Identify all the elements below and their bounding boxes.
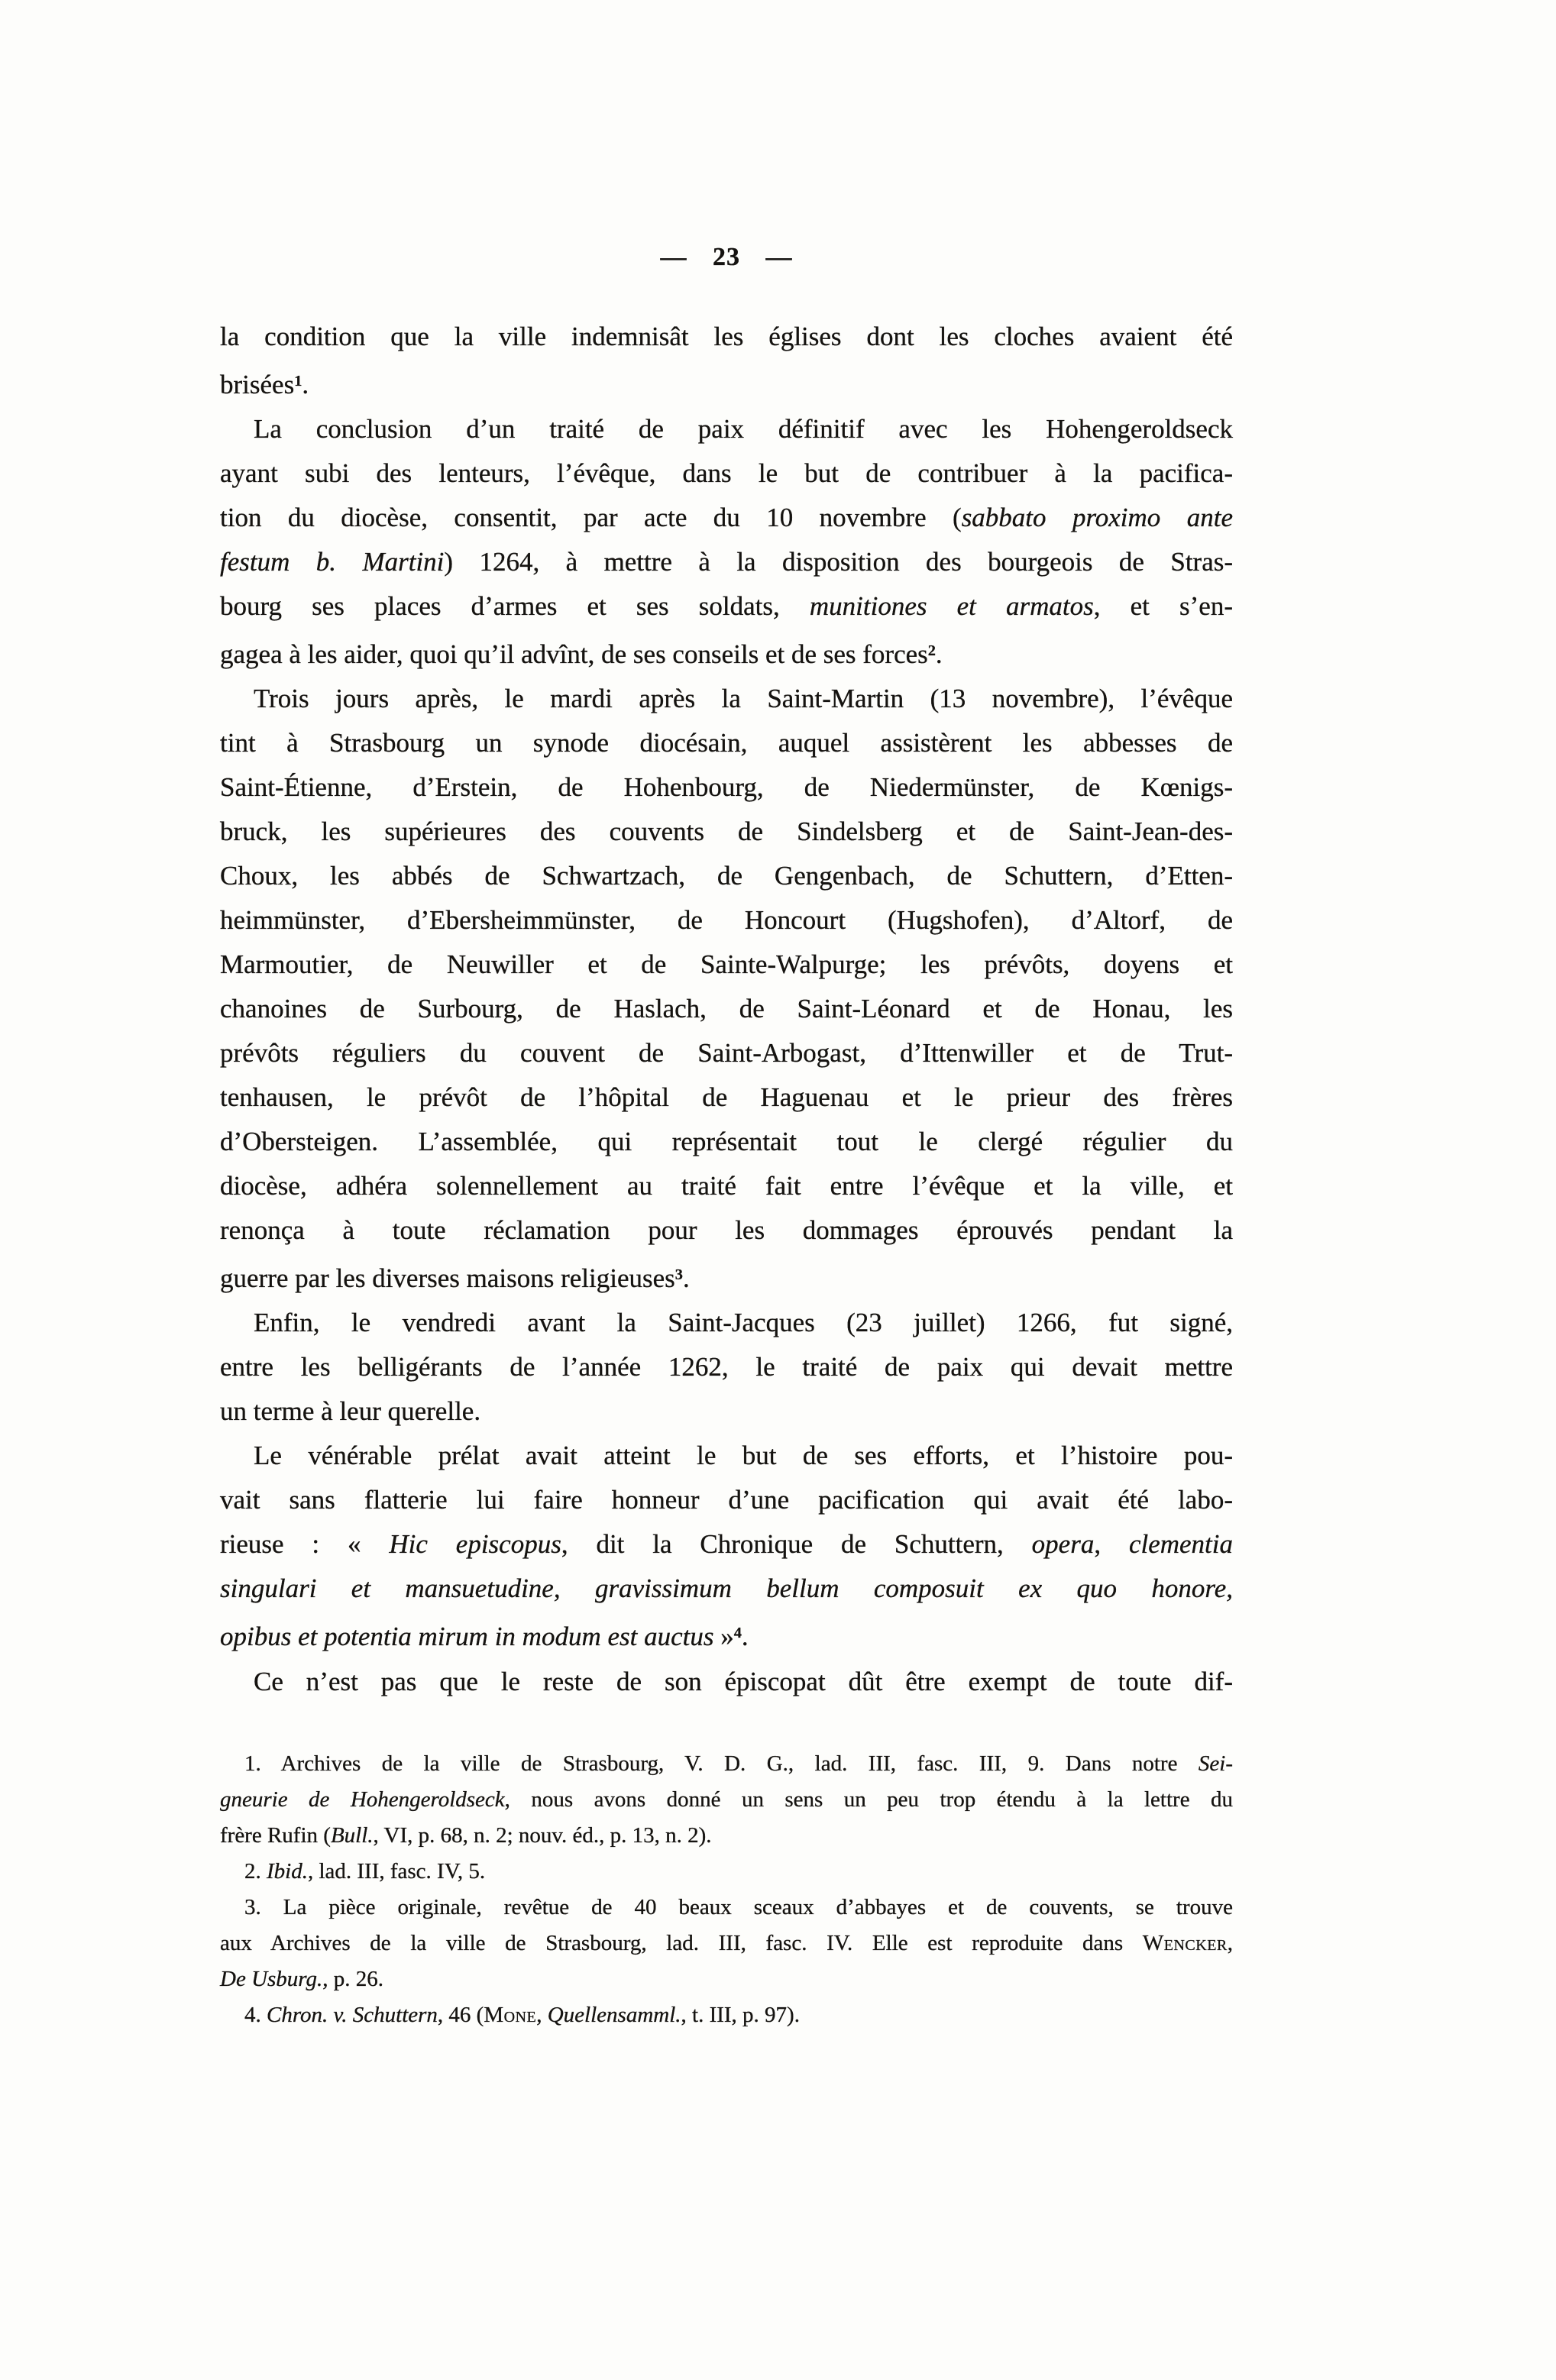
body-line bbox=[220, 1434, 1233, 1478]
text-segment: Choux, les abbés de Schwartzach, de Gengenbach, de Schuttern, d’Etten- bbox=[220, 861, 1233, 891]
body-line bbox=[220, 1522, 1233, 1567]
text-segment: opera bbox=[1031, 1529, 1095, 1560]
text-segment: 2. bbox=[244, 1859, 267, 1884]
body-line bbox=[220, 1567, 1233, 1611]
footnote-marker: 1 bbox=[294, 373, 302, 390]
body-line bbox=[220, 629, 1233, 677]
text-segment: , nous avons donné un sens un peu trop étendu à la lettre du bbox=[504, 1787, 1234, 1812]
text-segment: tion du diocèse, consentit, par acte du 10 novembre ( bbox=[220, 503, 962, 533]
text-segment: tint à Strasbourg un synode diocésain, auquel assistèrent les abbesses de bbox=[220, 728, 1233, 758]
text-segment: frère Rufin ( bbox=[220, 1823, 331, 1848]
text-segment: , bbox=[1227, 1931, 1233, 1955]
text-segment: entre les belligérants de l’année 1262, le traité de paix qui devait mettre bbox=[220, 1352, 1233, 1382]
text-segment: . bbox=[935, 639, 943, 670]
text-segment: Hic episcopus bbox=[389, 1529, 561, 1560]
body-line bbox=[220, 407, 1233, 451]
text-segment: 4. bbox=[244, 2003, 267, 2027]
body-line bbox=[220, 1611, 1233, 1659]
text-segment: bourg ses places d’armes et ses soldats, bbox=[220, 591, 810, 622]
body-text bbox=[220, 315, 1233, 1704]
body-line bbox=[220, 721, 1233, 765]
text-segment: renonça à toute réclamation pour les dommages éprouvés pendant la bbox=[220, 1215, 1233, 1246]
text-segment: , p. 26. bbox=[322, 1967, 384, 1991]
text-segment: 1. Archives de la ville de Strasbourg, V. D. G., lad. III, fasc. III, 9. Dans notre bbox=[244, 1751, 1199, 1776]
body-line bbox=[220, 1301, 1233, 1345]
text-segment: Ibid. bbox=[267, 1859, 308, 1884]
text-segment: Le vénérable prélat avait atteint le but de ses efforts, et l’histoire pou- bbox=[254, 1441, 1233, 1471]
text-segment: heimmünster, d’Ebersheimmünster, de Honcourt (Hugshofen), d’Altorf, de bbox=[220, 905, 1233, 936]
footnote-line bbox=[220, 1890, 1233, 1926]
text-segment: Trois jours après, le mardi après la Saint-Martin (13 novembre), l’évêque bbox=[254, 684, 1233, 714]
text-segment: Ce n’est pas que le reste de son épiscopat dût être exempt de toute dif- bbox=[254, 1666, 1233, 1696]
text-segment: , et s’en- bbox=[1093, 591, 1233, 622]
text-segment: , dit la Chronique de Schuttern, bbox=[561, 1529, 1032, 1560]
text-segment: clementia bbox=[1128, 1529, 1234, 1560]
text-segment: singulari et mansuetudine, gravissimum bellum composuit ex quo honore, bbox=[220, 1573, 1233, 1604]
text-segment: munitiones et armatos bbox=[809, 591, 1094, 622]
text-segment: bruck, les supérieures des couvents de Sindelsberg et de Saint-Jean-des- bbox=[220, 817, 1233, 847]
footnote-line bbox=[220, 1926, 1233, 1961]
text-segment: un terme à leur querelle. bbox=[220, 1396, 481, 1427]
body-line bbox=[220, 1075, 1233, 1120]
text-segment: Sei- bbox=[1198, 1751, 1233, 1776]
text-segment: Chron. v. Schuttern bbox=[267, 2003, 438, 2027]
page-number: — 23 — bbox=[660, 243, 793, 271]
text-segment: la condition que la ville indemnisât les églises dont les cloches avaient été bbox=[220, 322, 1233, 351]
footnote-line bbox=[220, 1997, 1233, 2033]
footnotes bbox=[220, 1746, 1233, 2033]
body-line bbox=[220, 496, 1233, 540]
body-line bbox=[220, 854, 1233, 898]
text-segment: festum b. Martini bbox=[220, 547, 445, 577]
text-segment: Saint-Étienne, d’Erstein, de Hohenbourg, de Niedermünster, de Kœnigs- bbox=[220, 772, 1233, 803]
body-line bbox=[220, 359, 1233, 407]
text-segment: 3. La pièce originale, revêtue de 40 beaux sceaux d’abbayes et de couvents, se trouve bbox=[244, 1895, 1233, 1919]
body-line bbox=[220, 1253, 1233, 1301]
body-line bbox=[220, 1389, 1233, 1434]
body-line bbox=[220, 898, 1233, 943]
body-line bbox=[220, 987, 1233, 1031]
text-segment: De Usburg. bbox=[220, 1967, 323, 1991]
footnote-line bbox=[220, 1854, 1233, 1890]
text-segment: , lad. III, fasc. IV, 5. bbox=[307, 1859, 486, 1884]
text-segment: guerre par les diverses maisons religieuses bbox=[220, 1263, 675, 1294]
text-segment: Wencker bbox=[1142, 1931, 1228, 1955]
body-line bbox=[220, 677, 1233, 721]
text-segment: gneurie de Hohengeroldseck bbox=[220, 1787, 505, 1812]
text-segment: » bbox=[713, 1622, 734, 1652]
footnote-line bbox=[220, 1961, 1233, 1997]
footnote-marker: 2 bbox=[927, 642, 936, 660]
text-segment: , 46 ( bbox=[437, 2003, 484, 2027]
text-segment: aux Archives de la ville de Strasbourg, lad. III, fasc. IV. Elle est reproduite dans bbox=[220, 1931, 1143, 1955]
footnote-marker: 3 bbox=[674, 1266, 683, 1284]
text-segment: , VI, p. 68, n. 2; nouv. éd., p. 13, n. 2). bbox=[373, 1823, 712, 1848]
footnote-line bbox=[220, 1746, 1233, 1782]
text-segment: ) 1264, à mettre à la disposition des bourgeois de Stras- bbox=[444, 547, 1234, 577]
text-segment: prévôts réguliers du couvent de Saint-Arbogast, d’Ittenwiller et de Trut- bbox=[220, 1038, 1233, 1069]
text-segment: tenhausen, le prévôt de l’hôpital de Haguenau et le prieur des frères bbox=[220, 1082, 1233, 1113]
text-segment: Bull. bbox=[330, 1823, 374, 1848]
body-line bbox=[220, 1345, 1233, 1389]
text-segment: brisées bbox=[220, 370, 295, 400]
text-segment: rieuse : « bbox=[220, 1529, 390, 1560]
body-line bbox=[220, 1164, 1233, 1208]
body-line bbox=[220, 1120, 1233, 1164]
footnote-line bbox=[220, 1818, 1233, 1854]
body-line bbox=[220, 315, 1233, 359]
text-segment: La conclusion d’un traité de paix définitif avec les Hohengeroldseck bbox=[254, 414, 1233, 445]
text-segment: , bbox=[1094, 1529, 1129, 1560]
text-segment: Quellensamml. bbox=[547, 2003, 681, 2027]
body-line bbox=[220, 765, 1233, 810]
footnote-marker: 4 bbox=[733, 1625, 742, 1642]
text-segment: Marmoutier, de Neuwiller et de Sainte-Walpurge; les prévôts, doyens et bbox=[220, 949, 1233, 980]
text-segment: , t. III, p. 97). bbox=[681, 2003, 800, 2027]
text-segment: . bbox=[741, 1622, 749, 1652]
text-segment: d’Obersteigen. L’assemblée, qui représentait tout le clergé régulier du bbox=[220, 1127, 1233, 1157]
body-line bbox=[220, 1478, 1233, 1522]
text-segment: gagea à les aider, quoi qu’il advînt, de ses conseils et de ses forces bbox=[220, 639, 928, 670]
body-line bbox=[220, 1660, 1233, 1704]
text-segment: diocèse, adhéra solennellement au traité fait entre l’évêque et la ville, et bbox=[220, 1171, 1233, 1201]
text-segment: sabbato proximo ante bbox=[961, 503, 1233, 533]
body-line bbox=[220, 1208, 1233, 1253]
text-segment: , bbox=[536, 2003, 548, 2027]
text-segment: . bbox=[682, 1263, 690, 1294]
body-line bbox=[220, 1031, 1233, 1075]
text-segment: vait sans flatterie lui faire honneur d’une pacification qui avait été labo- bbox=[220, 1485, 1233, 1515]
text-segment: Mone bbox=[484, 2003, 537, 2027]
body-line bbox=[220, 810, 1233, 854]
footnote-line bbox=[220, 1782, 1233, 1818]
text-segment: . bbox=[302, 370, 309, 400]
text-segment: ayant subi des lenteurs, l’évêque, dans le but de contribuer à la pacifica- bbox=[220, 458, 1233, 489]
body-line bbox=[220, 540, 1233, 584]
body-line bbox=[220, 451, 1233, 496]
body-line bbox=[220, 584, 1233, 629]
text-segment: chanoines de Surbourg, de Haslach, de Saint-Léonard et de Honau, les bbox=[220, 994, 1233, 1024]
text-segment: opibus et potentia mirum in modum est auctus bbox=[220, 1622, 714, 1652]
text-segment: Enfin, le vendredi avant la Saint-Jacques (23 juillet) 1266, fut signé, bbox=[254, 1308, 1233, 1338]
body-line bbox=[220, 943, 1233, 987]
